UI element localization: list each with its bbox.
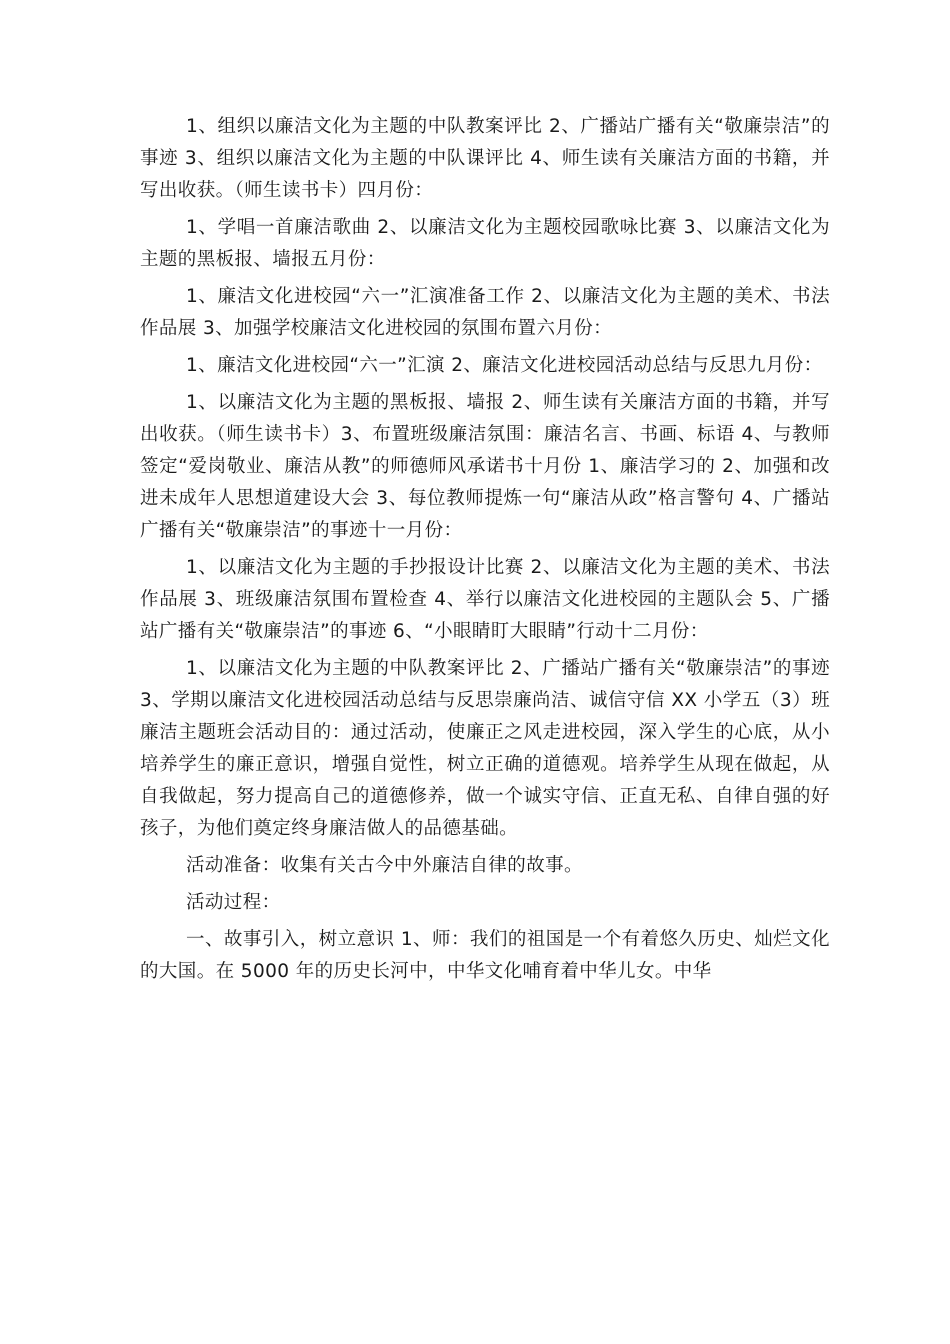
paragraph-9: 活动过程： — [186, 892, 281, 913]
paragraph-4: 1、廉洁文化进校园“六一”汇演 2、廉洁文化进校园活动总结与反思九月份： — [186, 355, 823, 376]
paragraph-6: 1、以廉洁文化为主题的手抄报设计比赛 2、以廉洁文化为主题的美术、书法作品展 3、班级廉洁氛围布置检查 4、举行以廉洁文化进校园的主题队会 5、广播站广播有关“敬廉崇洁”的事迹 6、“小眼睛盯大眼睛”行动十二月份： — [140, 557, 830, 642]
paragraph-1: 1、组织以廉洁文化为主题的中队教案评比 2、广播站广播有关“敬廉崇洁”的事迹 3、组织以廉洁文化为主题的中队课评比 4、师生读有关廉洁方面的书籍，并写出收获。（师生读书卡）四月份： — [140, 116, 830, 201]
paragraph-3: 1、廉洁文化进校园“六一”汇演准备工作 2、以廉洁文化为主题的美术、书法作品展 3、加强学校廉洁文化进校园的氛围布置六月份： — [140, 286, 830, 339]
document-body — [140, 111, 830, 993]
paragraph-7: 1、以廉洁文化为主题的中队教案评比 2、广播站广播有关“敬廉崇洁”的事迹 3、学期以廉洁文化进校园活动总结与反思崇廉尚洁、诚信守信 XX 小学五（3）班廉洁主题班会活动目的：通过活动，使廉正之风走进校园，深入学生的心底，从小培养学生的廉正意识，增强自觉性，树立正确的道德观。培养学生从现在做起，从自我做起，努力提高自己的道德修养，做一个诚实守信、正直无私、自律自强的好孩子，为他们奠定终身廉洁做人的品德基础。 — [140, 658, 830, 839]
paragraph-8: 活动准备：收集有关古今中外廉洁自律的故事。 — [186, 855, 583, 876]
paragraph-10: 一、故事引入，树立意识 1、师：我们的祖国是一个有着悠久历史、灿烂文化的大国。在 5000 年的历史长河中，中华文化哺育着中华儿女。中华 — [140, 929, 830, 982]
paragraph-5: 1、以廉洁文化为主题的黑板报、墙报 2、师生读有关廉洁方面的书籍，并写出收获。（师生读书卡）3、布置班级廉洁氛围：廉洁名言、书画、标语 4、与教师签定“爱岗敬业、廉洁从教”的师德师风承诺书十月份 1、廉洁学习的 2、加强和改进未成年人思想道建设大会 3、每位教师提炼一句“廉洁从政”格言警句 4、广播站广播有关“敬廉崇洁”的事迹十一月份： — [140, 392, 830, 541]
paragraph-2: 1、学唱一首廉洁歌曲 2、以廉洁文化为主题校园歌咏比赛 3、以廉洁文化为主题的黑板报、墙报五月份： — [140, 217, 830, 270]
